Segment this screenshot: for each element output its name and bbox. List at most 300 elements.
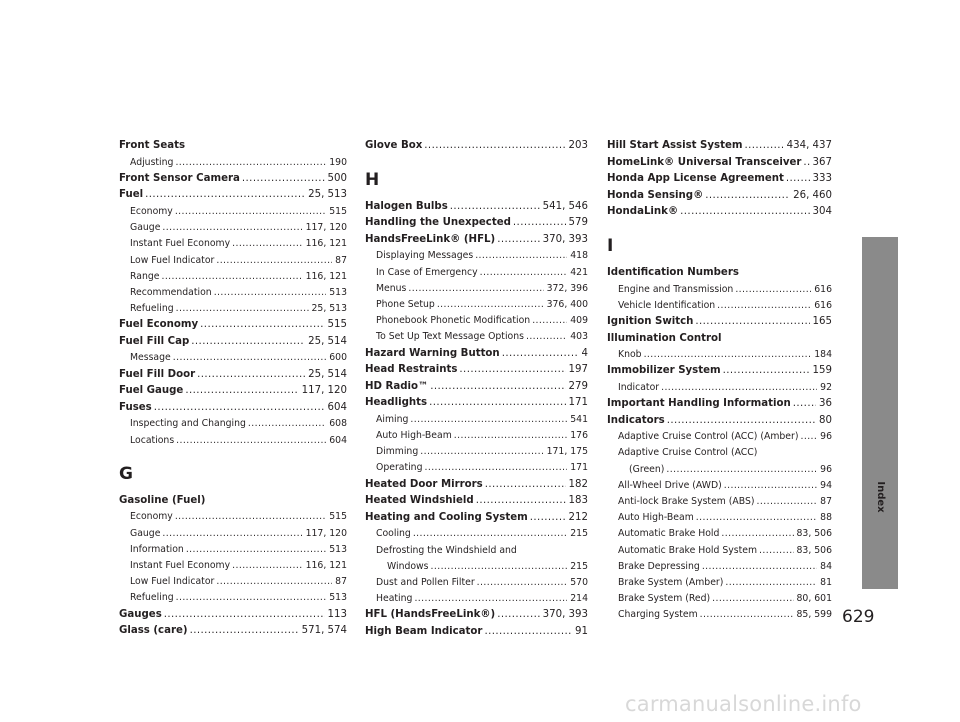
dot-leader: [408, 281, 543, 297]
dot-leader: [248, 416, 326, 432]
entry-term: Refueling: [130, 303, 174, 315]
index-subentry: [607, 607, 832, 623]
index-entry: [607, 413, 832, 430]
entry-page-ref: 608: [329, 418, 347, 430]
entry-page-ref: 367: [812, 156, 832, 168]
dot-leader: [424, 138, 565, 155]
index-subentry: [607, 575, 832, 591]
entry-page-ref: 304: [812, 206, 832, 218]
entry-page-ref: 434, 437: [786, 140, 832, 151]
dot-leader: [191, 334, 305, 351]
entry-term: Brake System (Amber): [618, 576, 724, 588]
index-entry: [365, 395, 588, 412]
index-subentry: [607, 591, 832, 607]
entry-term: Honda Sensing®: [607, 189, 704, 201]
entry-term: Low Fuel Indicator: [130, 254, 215, 266]
index-entry: [119, 400, 347, 417]
entry-term: High Beam Indicator: [365, 625, 483, 637]
index-entry: [365, 607, 588, 624]
entry-term: Recommendation: [130, 286, 212, 298]
dot-leader: [197, 367, 305, 384]
dot-leader: [702, 559, 817, 575]
entry-term: Aiming: [376, 413, 409, 425]
entry-term: Adaptive Cruise Control (ACC) (Amber): [618, 431, 799, 443]
entry-page-ref: 616: [814, 299, 832, 311]
index-subentry: [607, 347, 832, 363]
dot-leader: [450, 199, 540, 216]
dot-leader: [502, 346, 579, 363]
dot-leader: [717, 298, 811, 314]
entry-page-ref: 604: [327, 401, 347, 413]
index-subentry: [119, 433, 347, 449]
entry-term: Heating: [376, 593, 413, 605]
dot-leader: [232, 236, 302, 252]
entry-term: Fuses: [119, 401, 152, 413]
index-subentry: [365, 526, 588, 542]
index-subentry: [119, 204, 347, 220]
index-entry: [365, 346, 588, 363]
dot-leader: [242, 171, 325, 188]
entry-term: Fuel: [119, 189, 144, 201]
dot-leader: [661, 380, 817, 396]
entry-term: Auto High-Beam: [376, 430, 452, 442]
entry-page-ref: 418: [570, 250, 588, 262]
index-subentry: [119, 574, 347, 590]
entry-term: HondaLink®: [607, 206, 679, 218]
dot-leader: [724, 478, 817, 494]
index-entry: [607, 171, 832, 188]
dot-leader: [429, 395, 565, 412]
index-entry: [607, 188, 832, 205]
dot-leader: [200, 317, 324, 334]
index-subentry: [365, 428, 588, 444]
entry-page-ref: 500: [327, 172, 347, 184]
entry-page-ref: 197: [568, 364, 588, 376]
index-entry: [119, 187, 347, 204]
entry-page-ref: 515: [327, 319, 347, 331]
entry-page-ref: 80: [819, 414, 832, 426]
index-entry: [119, 334, 347, 351]
dot-leader: [735, 282, 811, 298]
index-entry: [365, 510, 588, 527]
index-entry: [119, 383, 347, 400]
entry-page-ref: 26, 460: [793, 189, 832, 201]
dot-leader: [185, 383, 298, 400]
index-subentry: [365, 444, 588, 460]
entry-page-ref: 171: [570, 462, 588, 474]
entry-page-ref: 25, 514: [308, 368, 347, 380]
dot-leader: [497, 232, 539, 249]
entry-term: HFL (HandsFreeLink®): [365, 609, 496, 621]
entry-page-ref: 579: [568, 217, 588, 229]
entry-page-ref: 370, 393: [542, 233, 588, 245]
entry-term: Low Fuel Indicator: [130, 576, 215, 588]
index-subentry: [119, 526, 347, 542]
index-entry: [119, 367, 347, 384]
index-entry: [365, 477, 588, 494]
entry-page-ref: 541: [570, 413, 588, 425]
entry-page-ref: 25, 514: [308, 335, 347, 347]
index-subentry: [365, 412, 588, 428]
entry-term: (Green): [629, 463, 665, 475]
entry-page-ref: 87: [820, 496, 832, 508]
entry-term: Halogen Bulbs: [365, 200, 448, 212]
index-subentry: [119, 269, 347, 285]
index-entry: [607, 314, 832, 331]
entry-page-ref: 87: [335, 576, 347, 588]
dot-leader: [145, 187, 305, 204]
index-subentry: [607, 559, 832, 575]
entry-page-ref: 604: [329, 434, 347, 446]
entry-term: Inspecting and Changing: [130, 418, 246, 430]
entry-page-ref: 85, 599: [796, 609, 832, 621]
entry-term: HomeLink® Universal Transceiver: [607, 156, 802, 168]
dot-leader: [176, 590, 327, 606]
entry-term: Ignition Switch: [607, 315, 694, 327]
section-letter: G: [119, 463, 133, 484]
entry-term: Range: [130, 270, 160, 282]
index-subentry: [119, 220, 347, 236]
dot-leader: [176, 301, 309, 317]
dot-leader: [526, 329, 567, 345]
dot-leader: [475, 248, 567, 264]
entry-page-ref: 184: [814, 349, 832, 361]
dot-leader: [786, 171, 810, 188]
entry-term: Vehicle Identification: [618, 299, 716, 311]
entry-page-ref: 80, 601: [796, 593, 832, 605]
dot-leader: [696, 510, 817, 526]
index-subentry: [119, 558, 347, 574]
entry-page-ref: 96: [820, 431, 832, 443]
entry-term: Refueling: [130, 592, 174, 604]
entry-term: Phone Setup: [376, 298, 435, 310]
entry-page-ref: 88: [820, 512, 832, 524]
entry-term: Indicator: [618, 381, 660, 393]
entry-page-ref: 215: [570, 528, 588, 540]
dot-leader: [216, 253, 332, 269]
entry-page-ref: 403: [570, 331, 588, 343]
entry-term: Gauge: [130, 527, 161, 539]
index-entry: [607, 138, 832, 155]
index-subentry: [365, 265, 588, 281]
entry-term: Gauges: [119, 608, 162, 620]
entry-page-ref: 94: [820, 479, 832, 491]
entry-term: Economy: [130, 205, 173, 217]
entry-term: Information: [130, 543, 184, 555]
index-entry: [607, 363, 832, 380]
entry-term: HD Radio™: [365, 380, 429, 392]
index-entry: [119, 317, 347, 334]
entry-page-ref: 116, 121: [305, 559, 347, 571]
entry-term: Brake System (Red): [618, 593, 711, 605]
index-subentry: [365, 281, 588, 297]
entry-term: Fuel Gauge: [119, 385, 184, 397]
index-entry: [365, 199, 588, 216]
entry-term: Phonebook Phonetic Modification: [376, 315, 531, 327]
index-subentry: [119, 590, 347, 606]
dot-leader: [666, 462, 817, 478]
dot-leader: [497, 607, 539, 624]
entry-page-ref: 36: [819, 398, 832, 410]
section-letter: I: [607, 235, 614, 256]
entry-page-ref: 515: [329, 205, 347, 217]
dot-leader: [480, 265, 568, 281]
index-entry: [365, 379, 588, 396]
entry-term: Anti-lock Brake System (ABS): [618, 496, 755, 508]
dot-leader: [424, 460, 567, 476]
dot-leader: [680, 204, 809, 221]
index-heading: Identification Numbers: [607, 266, 739, 278]
entry-page-ref: 541, 546: [542, 200, 588, 212]
index-entry: [607, 204, 832, 221]
dot-leader: [175, 155, 326, 171]
index-subentry: [119, 236, 347, 252]
index-subentry: [365, 313, 588, 329]
entry-term: Indicators: [607, 414, 665, 426]
entry-page-ref: 91: [575, 625, 588, 637]
entry-term: Heated Windshield: [365, 495, 474, 507]
entry-term: To Set Up Text Message Options: [376, 331, 524, 343]
index-heading: Gasoline (Fuel): [119, 494, 206, 506]
index-entry: [365, 624, 588, 641]
dot-leader: [430, 379, 565, 396]
dot-leader: [190, 623, 299, 640]
index-subentry: [365, 329, 588, 345]
index-entry: [119, 171, 347, 188]
entry-page-ref: 600: [329, 352, 347, 364]
entry-page-ref: 25, 513: [308, 189, 347, 201]
entry-page-ref: 376, 400: [546, 298, 588, 310]
dot-leader: [530, 510, 566, 527]
entry-page-ref: 159: [812, 365, 832, 377]
dot-leader: [757, 494, 818, 510]
index-subentry: Adaptive Cruise Control (ACC): [618, 447, 758, 459]
dot-leader: [723, 363, 810, 380]
entry-term: Windows: [387, 560, 429, 572]
index-heading: Illumination Control: [607, 332, 722, 344]
index-subentry: [607, 380, 832, 396]
dot-leader: [793, 396, 816, 413]
dot-leader: [454, 428, 567, 444]
index-entry: [365, 138, 588, 155]
entry-term: In Case of Emergency: [376, 266, 478, 278]
entry-term: Head Restraints: [365, 364, 458, 376]
dot-leader: [712, 591, 793, 607]
index-subentry: [607, 526, 832, 542]
entry-page-ref: 513: [329, 286, 347, 298]
entry-term: Glove Box: [365, 140, 423, 151]
entry-page-ref: 333: [812, 173, 832, 185]
index-subentry: [365, 591, 588, 607]
index-subentry: [607, 494, 832, 510]
index-subentry: [119, 542, 347, 558]
entry-page-ref: 171: [568, 397, 588, 409]
index-column-1: [119, 138, 347, 640]
entry-page-ref: 570: [570, 576, 588, 588]
entry-page-ref: 117, 120: [305, 222, 347, 234]
entry-page-ref: 372, 396: [546, 282, 588, 294]
dot-leader: [431, 559, 568, 575]
dot-leader: [437, 297, 544, 313]
index-subentry: [365, 460, 588, 476]
entry-term: Message: [130, 352, 171, 364]
index-subentry: [119, 301, 347, 317]
dot-leader: [173, 350, 327, 366]
entry-page-ref: 83, 506: [796, 544, 832, 556]
dot-leader: [232, 558, 302, 574]
entry-term: Engine and Transmission: [618, 283, 734, 295]
entry-term: Knob: [618, 349, 642, 361]
entry-page-ref: 176: [570, 430, 588, 442]
dot-leader: [459, 362, 565, 379]
entry-page-ref: 515: [329, 511, 347, 523]
index-heading: Front Seats: [119, 140, 186, 151]
entry-page-ref: 513: [329, 543, 347, 555]
dot-leader: [410, 412, 567, 428]
dot-leader: [154, 400, 325, 417]
entry-term: Hazard Warning Button: [365, 347, 500, 359]
entry-term: Heated Door Mirrors: [365, 478, 483, 490]
index-subentry: [365, 559, 588, 575]
entry-term: Locations: [130, 434, 175, 446]
watermark: carmanualsonline.info: [625, 692, 862, 716]
dot-leader: [161, 269, 302, 285]
entry-term: Fuel Fill Door: [119, 368, 196, 380]
entry-term: Heating and Cooling System: [365, 511, 528, 523]
index-subentry: [365, 575, 588, 591]
index-column-2: [365, 138, 588, 641]
index-subentry: [607, 282, 832, 298]
dot-leader: [162, 526, 302, 542]
index-subentry: [607, 298, 832, 314]
entry-term: Instant Fuel Economy: [130, 238, 231, 250]
entry-term: Instant Fuel Economy: [130, 559, 231, 571]
entry-page-ref: 215: [570, 560, 588, 572]
index-entry: [607, 396, 832, 413]
entry-term: Brake Depressing: [618, 560, 700, 572]
entry-page-ref: 87: [335, 254, 347, 266]
index-entry: [119, 607, 347, 624]
entry-term: Auto High-Beam: [618, 512, 694, 524]
entry-term: Automatic Brake Hold: [618, 528, 720, 540]
dot-leader: [532, 313, 567, 329]
entry-term: Important Handling Information: [607, 398, 791, 410]
index-subentry: [607, 510, 832, 526]
dot-leader: [420, 444, 543, 460]
dot-leader: [745, 138, 784, 155]
dot-leader: [214, 285, 327, 301]
entry-term: All-Wheel Drive (AWD): [618, 479, 722, 491]
entry-page-ref: 83, 506: [796, 528, 832, 540]
index-subentry: [365, 248, 588, 264]
entry-page-ref: 183: [568, 495, 588, 507]
index-subentry: [607, 462, 832, 478]
dot-leader: [721, 526, 793, 542]
index-subentry: [119, 416, 347, 432]
index-entry: [607, 155, 832, 172]
section-letter: H: [365, 169, 380, 190]
entry-page-ref: 116, 121: [305, 270, 347, 282]
entry-page-ref: 190: [329, 156, 347, 168]
index-entry: [365, 493, 588, 510]
dot-leader: [700, 607, 794, 623]
entry-page-ref: 4: [581, 347, 588, 359]
entry-page-ref: 171, 175: [546, 446, 588, 458]
entry-term: Charging System: [618, 609, 698, 621]
entry-page-ref: 165: [812, 315, 832, 327]
index-column-3: [607, 138, 832, 624]
index-subentry: [119, 253, 347, 269]
entry-page-ref: 81: [820, 576, 832, 588]
entry-page-ref: 96: [820, 463, 832, 475]
dot-leader: [725, 575, 817, 591]
entry-term: Handling the Unexpected: [365, 217, 511, 229]
entry-term: Dimming: [376, 446, 419, 458]
dot-leader: [759, 543, 793, 559]
index-entry: [365, 215, 588, 232]
entry-term: Immobilizer System: [607, 365, 721, 377]
index-entry: [365, 232, 588, 249]
entry-term: Front Sensor Camera: [119, 172, 240, 184]
dot-leader: [484, 624, 572, 641]
dot-leader: [175, 509, 326, 525]
dot-leader: [164, 607, 325, 624]
index-subentry: [365, 297, 588, 313]
entry-page-ref: 513: [329, 592, 347, 604]
entry-term: HandsFreeLink® (HFL): [365, 233, 496, 245]
index-subentry: [607, 429, 832, 445]
index-entry: [365, 362, 588, 379]
index-subentry: [119, 285, 347, 301]
dot-leader: [477, 575, 568, 591]
dot-leader: [695, 314, 809, 331]
entry-page-ref: 616: [814, 283, 832, 295]
entry-page-ref: 214: [570, 593, 588, 605]
dot-leader: [803, 155, 809, 172]
entry-page-ref: 203: [568, 140, 588, 151]
dot-leader: [485, 477, 566, 494]
entry-term: Gauge: [130, 222, 161, 234]
entry-page-ref: 84: [820, 560, 832, 572]
entry-page-ref: 370, 393: [542, 609, 588, 621]
dot-leader: [162, 220, 302, 236]
dot-leader: [513, 215, 566, 232]
index-subentry: Defrosting the Windshield and: [376, 544, 517, 556]
entry-page-ref: 25, 513: [311, 303, 347, 315]
entry-term: Automatic Brake Hold System: [618, 544, 758, 556]
dot-leader: [800, 429, 817, 445]
dot-leader: [644, 347, 812, 363]
entry-term: Displaying Messages: [376, 250, 474, 262]
index-subentry: [119, 350, 347, 366]
index-entry: [119, 623, 347, 640]
entry-term: Fuel Economy: [119, 319, 199, 331]
entry-page-ref: 571, 574: [301, 625, 347, 637]
index-subentry: [607, 478, 832, 494]
entry-page-ref: 117, 120: [305, 527, 347, 539]
entry-term: Dust and Pollen Filter: [376, 576, 475, 588]
entry-page-ref: 409: [570, 315, 588, 327]
entry-page-ref: 212: [568, 511, 588, 523]
entry-page-ref: 421: [570, 266, 588, 278]
entry-term: Headlights: [365, 397, 428, 409]
entry-term: Honda App License Agreement: [607, 173, 784, 185]
entry-term: Cooling: [376, 528, 411, 540]
entry-term: Adjusting: [130, 156, 174, 168]
entry-term: Fuel Fill Cap: [119, 335, 190, 347]
index-side-tab: [862, 237, 898, 589]
entry-page-ref: 279: [568, 380, 588, 392]
